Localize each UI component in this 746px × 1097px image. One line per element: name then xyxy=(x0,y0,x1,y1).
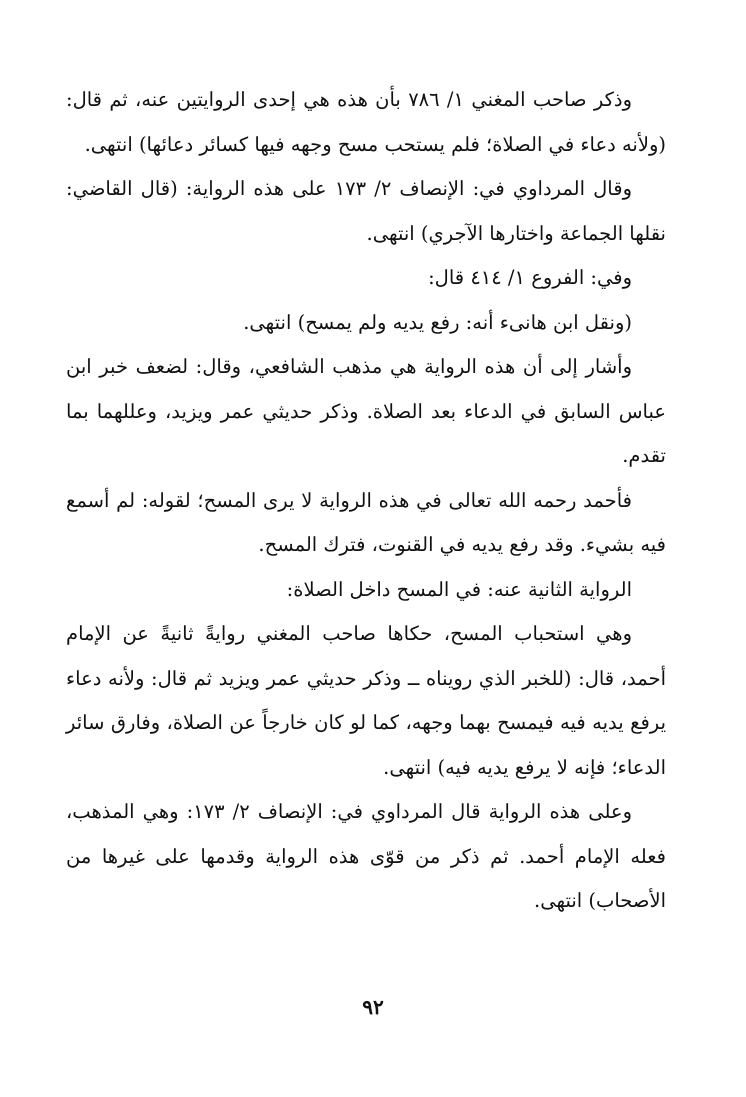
paragraph-9: وعلى هذه الرواية قال المرداوي في: الإنصاف ٢/ ١٧٣: وهي المذهب، فعله الإمام أحمد. ثم ذكر من قوّى هذه الرواية وقدمها على غيرها من الأصحاب) انتهى. xyxy=(66,800,666,912)
paragraph-7-heading: الرواية الثانية عنه: في المسح داخل الصلاة: xyxy=(286,577,632,601)
body-text xyxy=(66,78,666,924)
paragraph-1: وذكر صاحب المغني ١/ ٧٨٦ بأن هذه هي إحدى الروايتين عنه، ثم قال: (ولأنه دعاء في الصلاة؛ فلم يستحب مسح وجهه فيها كسائر دعائها) انتهى. xyxy=(66,88,666,156)
paragraph-4: (ونقل ابن هانىء أنه: رفع يديه ولم يمسح) انتهى. xyxy=(243,310,632,334)
paragraph-6: فأحمد رحمه الله تعالى في هذه الرواية لا يرى المسح؛ لقوله: لم أسمع فيه بشيء. وقد رفع يديه في القنوت، فترك المسح. xyxy=(66,488,666,556)
paragraph-8: وهي استحباب المسح، حكاها صاحب المغني روايةً ثانيةً عن الإمام أحمد، قال: (للخبر الذي رويناه ــ وذكر حديثي عمر ويزيد ثم قال: ولأنه دعاء يرفع يديه فيه فيمسح بهما وجهه، كما لو كان خارجاً عن الصلاة، وفارق سائر الدعاء؛ فإنه لا يرفع يديه فيه) انتهى. xyxy=(66,622,666,779)
paragraph-5: وأشار إلى أن هذه الرواية هي مذهب الشافعي، وقال: لضعف خبر ابن عباس السابق في الدعاء بعد الصلاة. وذكر حديثي عمر ويزيد، وعللهما بما تقدم. xyxy=(66,355,666,467)
paragraph-2: وقال المرداوي في: الإنصاف ٢/ ١٧٣ على هذه الرواية: (قال القاضي: نقلها الجماعة واختارها الآجري) انتهى. xyxy=(66,177,666,245)
paragraph-3: وفي: الفروع ١/ ٤١٤ قال: xyxy=(428,266,632,289)
page-number: ٩٢ xyxy=(362,995,384,1019)
